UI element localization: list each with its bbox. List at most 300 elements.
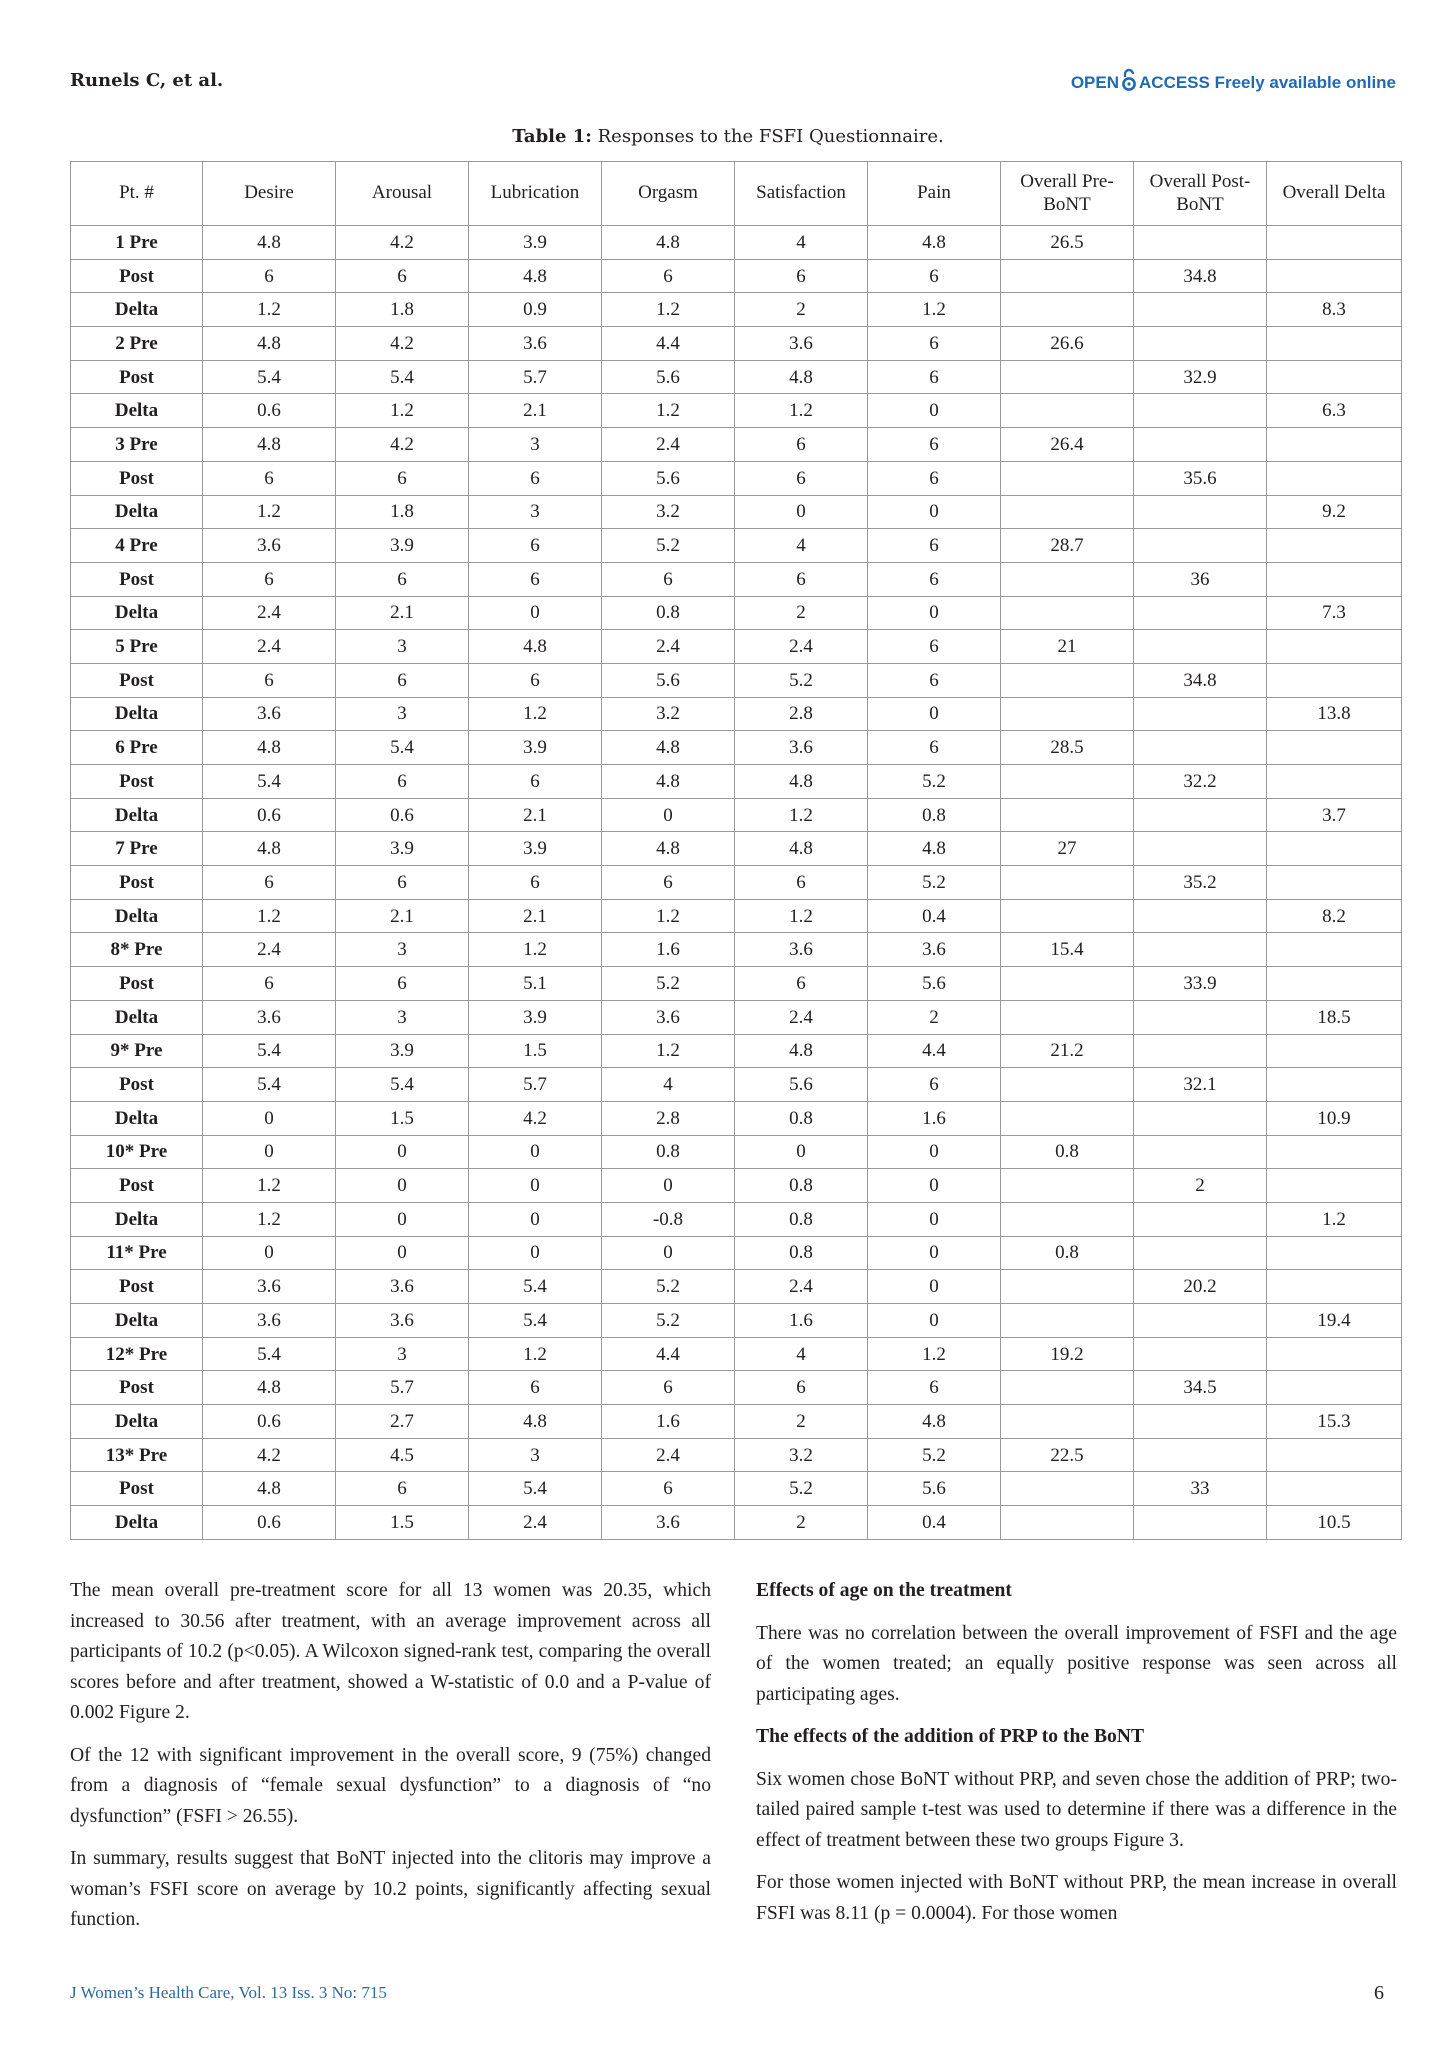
table-cell: 5.2: [602, 1304, 735, 1338]
table-cell: 6: [868, 630, 1001, 664]
table-cell: [1267, 226, 1402, 260]
table-cell: [1134, 630, 1267, 664]
table-cell: [1134, 495, 1267, 529]
table-caption-label: Table 1:: [512, 126, 592, 147]
column-header: Overall Pre-BoNT: [1001, 162, 1134, 226]
table-cell: 4.8: [868, 226, 1001, 260]
table-row: [71, 1337, 1402, 1371]
table-cell: 1.6: [735, 1304, 868, 1338]
table-cell: [1001, 1101, 1134, 1135]
table-cell: 6: [868, 663, 1001, 697]
table-cell: [1267, 1068, 1402, 1102]
table-cell: 3.6: [868, 933, 1001, 967]
row-label-cell: Delta: [71, 394, 203, 428]
table-cell: 4.2: [203, 1438, 336, 1472]
table-cell: 1.2: [203, 1169, 336, 1203]
table-cell: 2.4: [602, 428, 735, 462]
table-cell: 0: [735, 1135, 868, 1169]
table-cell: [1267, 663, 1402, 697]
table-cell: [1001, 495, 1134, 529]
paragraph-bont-without-prp: For those women injected with BoNT without PRP, the mean increase in overall FSFI was 8.11 (p = 0.0004). For those women: [756, 1872, 1397, 1924]
table-row: [71, 1000, 1402, 1034]
row-label-cell: 5 Pre: [71, 630, 203, 664]
table-cell: 5.6: [602, 663, 735, 697]
table-cell: 27: [1001, 832, 1134, 866]
table-cell: [1001, 1371, 1134, 1405]
paragraph-prp-groups: Six women chose BoNT without PRP, and seven chose the addition of PRP; two-tailed paired sample t-test was used to determine if there was a difference in the effect of treatment between these two groups Figure 3.: [756, 1768, 1397, 1851]
table-cell: 1.2: [469, 933, 602, 967]
table-cell: 0.9: [469, 293, 602, 327]
table-cell: 0.6: [203, 1506, 336, 1540]
table-cell: 1.2: [469, 1337, 602, 1371]
table-cell: 15.4: [1001, 933, 1134, 967]
table-cell: 6: [868, 360, 1001, 394]
table-cell: 3: [336, 1000, 469, 1034]
table-cell: 3.9: [469, 731, 602, 765]
table-cell: 0.4: [868, 1506, 1001, 1540]
table-cell: 5.4: [203, 765, 336, 799]
row-label-cell: Delta: [71, 596, 203, 630]
table-cell: 2.4: [602, 1438, 735, 1472]
table-cell: 3.6: [735, 731, 868, 765]
table-row: [71, 1169, 1402, 1203]
table-cell: 4.8: [203, 428, 336, 462]
table-cell: [1267, 630, 1402, 664]
table-cell: 4.4: [868, 1034, 1001, 1068]
table-cell: [1001, 1202, 1134, 1236]
table-cell: 6: [602, 562, 735, 596]
table-cell: [1001, 562, 1134, 596]
table-cell: 32.2: [1134, 765, 1267, 799]
table-cell: 0: [602, 798, 735, 832]
table-cell: 34.8: [1134, 663, 1267, 697]
table-cell: 2.4: [203, 596, 336, 630]
table-cell: [1001, 1304, 1134, 1338]
table-row: [71, 1034, 1402, 1068]
table-cell: 4.8: [735, 765, 868, 799]
table-cell: 2.4: [602, 630, 735, 664]
table-cell: 1.2: [203, 495, 336, 529]
table-cell: 21.2: [1001, 1034, 1134, 1068]
table-cell: 10.5: [1267, 1506, 1402, 1540]
table-cell: 0.8: [602, 1135, 735, 1169]
table-cell: 2.4: [735, 1000, 868, 1034]
table-cell: 1.6: [602, 1405, 735, 1439]
table-cell: 28.7: [1001, 529, 1134, 563]
table-cell: 0.6: [203, 798, 336, 832]
table-row: [71, 394, 1402, 428]
table-cell: 35.2: [1134, 866, 1267, 900]
row-label-cell: Delta: [71, 495, 203, 529]
row-label-cell: Post: [71, 259, 203, 293]
table-row: [71, 1304, 1402, 1338]
table-cell: 5.7: [336, 1371, 469, 1405]
table-cell: 10.9: [1267, 1101, 1402, 1135]
table-cell: [1134, 226, 1267, 260]
table-row: [71, 428, 1402, 462]
table-cell: 4.8: [735, 832, 868, 866]
table-cell: 2.4: [735, 630, 868, 664]
table-cell: 0.8: [602, 596, 735, 630]
table-row: [71, 1405, 1402, 1439]
table-cell: 0: [868, 495, 1001, 529]
table-cell: 1.2: [602, 394, 735, 428]
row-label-cell: 2 Pre: [71, 327, 203, 361]
table-cell: 5.2: [868, 765, 1001, 799]
table-cell: 6: [469, 765, 602, 799]
table-cell: 5.4: [203, 360, 336, 394]
table-cell: 0.8: [1001, 1236, 1134, 1270]
table-cell: 2.7: [336, 1405, 469, 1439]
table-row: [71, 832, 1402, 866]
table-cell: 5.6: [868, 967, 1001, 1001]
table-cell: [1267, 933, 1402, 967]
table-cell: 5.7: [469, 360, 602, 394]
table-cell: 6: [336, 765, 469, 799]
table-cell: [1267, 765, 1402, 799]
table-cell: 6: [469, 1371, 602, 1405]
table-cell: 2.8: [602, 1101, 735, 1135]
table-cell: 5.4: [336, 731, 469, 765]
table-cell: [1001, 259, 1134, 293]
table-cell: 3.9: [469, 226, 602, 260]
table-row: [71, 933, 1402, 967]
table-cell: 5.4: [469, 1472, 602, 1506]
table-cell: 6: [868, 1371, 1001, 1405]
table-cell: 1.6: [602, 933, 735, 967]
table-cell: 3.9: [469, 832, 602, 866]
table-cell: 3.6: [203, 697, 336, 731]
table-cell: [1267, 428, 1402, 462]
table-cell: 3.2: [602, 495, 735, 529]
column-header: Pt. #: [71, 162, 203, 226]
running-head: Runels C, et al.: [70, 70, 224, 91]
table-cell: 0.6: [203, 394, 336, 428]
table-cell: 4.8: [203, 832, 336, 866]
table-cell: 1.2: [868, 1337, 1001, 1371]
table-cell: 1.2: [203, 899, 336, 933]
table-cell: 6: [868, 259, 1001, 293]
table-cell: 3.6: [602, 1506, 735, 1540]
table-cell: 0.8: [735, 1169, 868, 1203]
table-cell: 3.6: [203, 1304, 336, 1338]
column-header: Orgasm: [602, 162, 735, 226]
table-row: [71, 495, 1402, 529]
table-cell: 20.2: [1134, 1270, 1267, 1304]
table-cell: [1001, 765, 1134, 799]
table-cell: 3.6: [203, 1000, 336, 1034]
table-cell: 2.1: [469, 899, 602, 933]
table-cell: 26.6: [1001, 327, 1134, 361]
table-row: [71, 1135, 1402, 1169]
table-cell: 6.3: [1267, 394, 1402, 428]
row-label-cell: Post: [71, 1472, 203, 1506]
table-cell: 0: [868, 697, 1001, 731]
table-cell: 1.5: [336, 1101, 469, 1135]
table-cell: 0: [469, 596, 602, 630]
table-cell: [1134, 327, 1267, 361]
table-cell: [1134, 798, 1267, 832]
table-cell: [1134, 731, 1267, 765]
table-cell: 28.5: [1001, 731, 1134, 765]
table-row: [71, 1068, 1402, 1102]
table-cell: 0: [336, 1135, 469, 1169]
table-cell: 6: [469, 529, 602, 563]
table-cell: 4.8: [203, 1472, 336, 1506]
table-cell: 1.2: [602, 293, 735, 327]
table-cell: 3.6: [336, 1270, 469, 1304]
row-label-cell: 6 Pre: [71, 731, 203, 765]
table-cell: 0: [735, 495, 868, 529]
table-cell: 4.8: [203, 731, 336, 765]
table-cell: 1.2: [469, 697, 602, 731]
table-cell: 6: [735, 259, 868, 293]
table-cell: 2: [735, 1506, 868, 1540]
table-cell: 6: [735, 1371, 868, 1405]
table-cell: 3.6: [602, 1000, 735, 1034]
table-row: [71, 1236, 1402, 1270]
table-cell: 0: [203, 1135, 336, 1169]
table-cell: [1134, 933, 1267, 967]
row-label-cell: Post: [71, 360, 203, 394]
table-cell: 3.9: [336, 1034, 469, 1068]
table-cell: [1001, 1506, 1134, 1540]
table-cell: 0.8: [868, 798, 1001, 832]
table-cell: 13.8: [1267, 697, 1402, 731]
table-cell: 6: [868, 529, 1001, 563]
table-cell: 3: [336, 697, 469, 731]
table-cell: 3.7: [1267, 798, 1402, 832]
table-cell: 2.1: [336, 596, 469, 630]
table-cell: [1134, 1304, 1267, 1338]
table-cell: 6: [336, 562, 469, 596]
table-cell: 6: [602, 866, 735, 900]
table-cell: 6: [203, 866, 336, 900]
row-label-cell: Post: [71, 562, 203, 596]
table-cell: [1134, 1236, 1267, 1270]
table-cell: [1267, 967, 1402, 1001]
table-cell: 1.5: [469, 1034, 602, 1068]
table-cell: [1134, 1337, 1267, 1371]
fsfi-table: [70, 161, 1402, 1540]
table-cell: 4.4: [602, 1337, 735, 1371]
table-cell: 2.1: [336, 899, 469, 933]
table-cell: [1001, 866, 1134, 900]
table-cell: 6: [203, 461, 336, 495]
table-cell: [1267, 1135, 1402, 1169]
table-cell: 6: [735, 866, 868, 900]
table-cell: 1.2: [1267, 1202, 1402, 1236]
table-cell: 4: [735, 1337, 868, 1371]
table-cell: 2.4: [735, 1270, 868, 1304]
table-cell: 6: [868, 327, 1001, 361]
table-cell: [1001, 1169, 1134, 1203]
table-row: [71, 630, 1402, 664]
table-cell: 1.2: [868, 293, 1001, 327]
paragraph-mean-score: The mean overall pre-treatment score for all 13 women was 20.35, which increased to 30.56 after treatment, with an average improvement across all participants of 10.2 (p<0.05). A Wilcoxon signed-rank test, comparing the overall scores before and after treatment, showed a W-statistic of 0.0 and a P-value of 0.002 Figure 2.: [70, 1580, 711, 1723]
table-cell: 8.2: [1267, 899, 1402, 933]
table-cell: [1001, 1270, 1134, 1304]
table-row: [71, 1371, 1402, 1405]
table-cell: 4.8: [602, 832, 735, 866]
table-cell: 5.6: [735, 1068, 868, 1102]
table-cell: 0: [602, 1236, 735, 1270]
table-cell: [1001, 360, 1134, 394]
table-row: [71, 765, 1402, 799]
table-cell: 4.8: [602, 731, 735, 765]
row-label-cell: 8* Pre: [71, 933, 203, 967]
row-label-cell: 4 Pre: [71, 529, 203, 563]
table-row: [71, 798, 1402, 832]
row-label-cell: Post: [71, 1169, 203, 1203]
table-cell: 0: [469, 1202, 602, 1236]
table-row: [71, 899, 1402, 933]
row-label-cell: Delta: [71, 293, 203, 327]
table-cell: 0: [868, 1202, 1001, 1236]
table-cell: 32.9: [1134, 360, 1267, 394]
table-row: [71, 529, 1402, 563]
table-cell: [1001, 596, 1134, 630]
table-cell: 6: [602, 1371, 735, 1405]
row-label-cell: Delta: [71, 798, 203, 832]
table-cell: [1267, 1270, 1402, 1304]
table-cell: 6: [336, 259, 469, 293]
table-cell: 0.8: [735, 1202, 868, 1236]
table-cell: 3.6: [203, 529, 336, 563]
table-cell: 1.2: [735, 899, 868, 933]
column-header: Satisfaction: [735, 162, 868, 226]
table-cell: 7.3: [1267, 596, 1402, 630]
table-cell: 1.2: [602, 1034, 735, 1068]
paragraph-significant-improvement: Of the 12 with significant improvement in the overall score, 9 (75%) changed from a diagnosis of “female sexual dysfunction” to a diagnosis of “no dysfunction” (FSFI > 26.55).: [70, 1744, 711, 1827]
table-cell: 0: [336, 1236, 469, 1270]
row-label-cell: Delta: [71, 1101, 203, 1135]
table-cell: [1134, 596, 1267, 630]
table-row: [71, 1101, 1402, 1135]
table-cell: [1267, 866, 1402, 900]
table-cell: 3: [336, 933, 469, 967]
table-cell: 3: [469, 428, 602, 462]
table-cell: 5.1: [469, 967, 602, 1001]
open-label: OPEN: [1070, 72, 1120, 92]
table-row: [71, 967, 1402, 1001]
table-cell: 3: [469, 495, 602, 529]
table-cell: 1.6: [868, 1101, 1001, 1135]
table-cell: [1001, 1000, 1134, 1034]
table-cell: 0: [336, 1202, 469, 1236]
table-cell: 3.6: [469, 327, 602, 361]
table-cell: 4: [735, 529, 868, 563]
table-cell: [1134, 1405, 1267, 1439]
table-row: [71, 697, 1402, 731]
table-cell: [1001, 461, 1134, 495]
table-cell: [1001, 293, 1134, 327]
table-cell: 4: [735, 226, 868, 260]
table-cell: 5.4: [336, 360, 469, 394]
table-row: [71, 596, 1402, 630]
table-cell: 33.9: [1134, 967, 1267, 1001]
table-cell: [1267, 832, 1402, 866]
table-cell: 2: [735, 293, 868, 327]
table-cell: 5.2: [868, 1438, 1001, 1472]
column-header: Overall Delta: [1267, 162, 1402, 226]
table-cell: 3.9: [336, 832, 469, 866]
table-cell: 6: [336, 967, 469, 1001]
table-cell: 1.8: [336, 293, 469, 327]
table-cell: 26.4: [1001, 428, 1134, 462]
table-cell: 4.8: [469, 630, 602, 664]
table-cell: 34.5: [1134, 1371, 1267, 1405]
table-cell: 3.6: [735, 327, 868, 361]
row-label-cell: 3 Pre: [71, 428, 203, 462]
table-cell: [1267, 1034, 1402, 1068]
table-cell: 6: [203, 259, 336, 293]
row-label-cell: 13* Pre: [71, 1438, 203, 1472]
table-cell: 0: [868, 1236, 1001, 1270]
row-label-cell: Delta: [71, 697, 203, 731]
row-label-cell: Post: [71, 1371, 203, 1405]
table-cell: [1001, 967, 1134, 1001]
table-cell: [1001, 697, 1134, 731]
row-label-cell: 7 Pre: [71, 832, 203, 866]
table-row: [71, 293, 1402, 327]
table-cell: [1134, 1034, 1267, 1068]
table-cell: 6: [602, 259, 735, 293]
row-label-cell: Delta: [71, 1405, 203, 1439]
table-cell: 4.2: [336, 327, 469, 361]
row-label-cell: Post: [71, 663, 203, 697]
table-row: [71, 1202, 1402, 1236]
table-cell: 3: [336, 630, 469, 664]
table-cell: [1134, 1135, 1267, 1169]
table-cell: 4.8: [602, 765, 735, 799]
table-cell: [1001, 1068, 1134, 1102]
table-cell: 6: [336, 663, 469, 697]
table-row: [71, 1472, 1402, 1506]
table-cell: 6: [868, 1068, 1001, 1102]
table-cell: 19.2: [1001, 1337, 1134, 1371]
table-cell: 5.2: [602, 1270, 735, 1304]
table-cell: 5.4: [469, 1270, 602, 1304]
table-cell: 6: [735, 461, 868, 495]
table-cell: [1267, 360, 1402, 394]
row-label-cell: 10* Pre: [71, 1135, 203, 1169]
table-cell: 2.1: [469, 394, 602, 428]
row-label-cell: Delta: [71, 1000, 203, 1034]
table-cell: 3.6: [203, 1270, 336, 1304]
table-cell: 6: [735, 562, 868, 596]
table-cell: [1267, 731, 1402, 765]
table-cell: [1267, 1236, 1402, 1270]
row-label-cell: Post: [71, 1270, 203, 1304]
table-cell: 0.6: [336, 798, 469, 832]
table-cell: 1.2: [735, 798, 868, 832]
table-cell: 6: [469, 663, 602, 697]
table-cell: 5.2: [735, 663, 868, 697]
open-access-banner[interactable]: [1071, 68, 1396, 97]
row-label-cell: Delta: [71, 899, 203, 933]
table-cell: 6: [469, 866, 602, 900]
table-cell: 6: [203, 663, 336, 697]
table-cell: 0.8: [1001, 1135, 1134, 1169]
heading-age-effects: Effects of age on the treatment: [756, 1580, 1012, 1601]
table-cell: [1134, 697, 1267, 731]
table-cell: 1.2: [203, 293, 336, 327]
table-cell: 3: [336, 1337, 469, 1371]
table-cell: 8.3: [1267, 293, 1402, 327]
table-cell: 0: [868, 1169, 1001, 1203]
table-cell: 0: [868, 1135, 1001, 1169]
